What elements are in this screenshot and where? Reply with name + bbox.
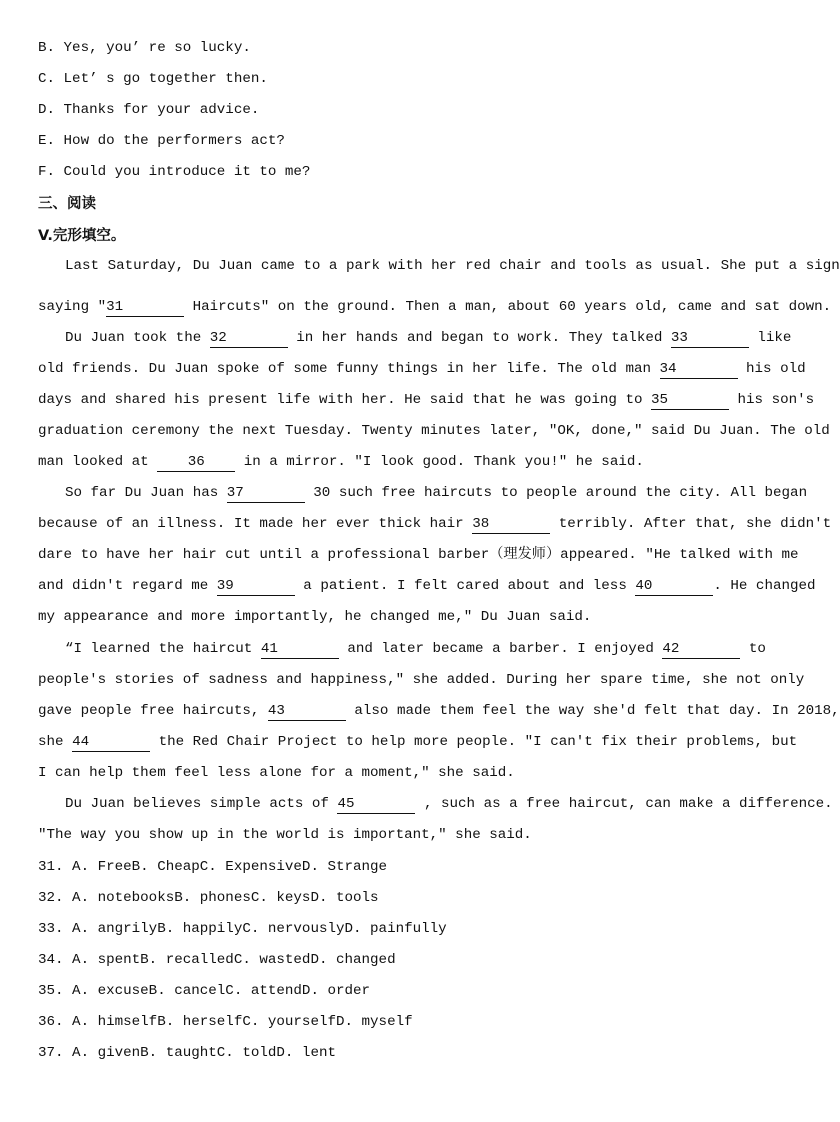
dialogue-option-b: B. Yes, you’ re so lucky. bbox=[38, 40, 251, 56]
blank-31: 31 bbox=[106, 299, 184, 317]
blank-43: 43 bbox=[268, 703, 346, 721]
passage-line: saying "31 Haircuts" on the ground. Then a man, about 60 years old, came and sat down. bbox=[38, 299, 832, 315]
passage-line: “I learned the haircut 41 and later became a barber. I enjoyed 42 to bbox=[65, 641, 766, 657]
question-35: 35. A. excuseB. cancelC. attendD. order bbox=[38, 983, 371, 999]
blank-33: 33 bbox=[671, 330, 749, 348]
blank-39: 39 bbox=[217, 578, 295, 596]
passage-line: gave people free haircuts, 43 also made them feel the way she'd felt that day. In 2018, bbox=[38, 703, 840, 719]
passage-line: man looked at 36 in a mirror. "I look good. Thank you!" he said. bbox=[38, 454, 644, 470]
subsection-heading: V.完形填空。 bbox=[38, 228, 126, 244]
question-33: 33. A. angrilyB. happilyC. nervouslyD. painfully bbox=[38, 921, 447, 937]
passage-line: days and shared his present life with her. He said that he was going to 35 his son's bbox=[38, 392, 815, 408]
question-36: 36. A. himselfB. herselfC. yourselfD. myself bbox=[38, 1014, 413, 1030]
dialogue-option-c: C. Let’ s go together then. bbox=[38, 71, 268, 87]
question-32: 32. A. notebooksB. phonesC. keysD. tools bbox=[38, 890, 379, 906]
passage-line: she 44 the Red Chair Project to help more people. "I can't fix their problems, but bbox=[38, 734, 798, 750]
question-31: 31. A. FreeB. CheapC. ExpensiveD. Strange bbox=[38, 859, 388, 875]
passage-line: dare to have her hair cut until a professional barber（理发师）appeared. "He talked with me bbox=[38, 547, 799, 563]
question-37: 37. A. givenB. taughtC. toldD. lent bbox=[38, 1045, 336, 1061]
blank-34: 34 bbox=[660, 361, 738, 379]
dialogue-option-e: E. How do the performers act? bbox=[38, 133, 285, 149]
blank-40: 40 bbox=[635, 578, 713, 596]
passage-line: old friends. Du Juan spoke of some funny things in her life. The old man 34 his old bbox=[38, 361, 806, 377]
passage-line: Last Saturday, Du Juan came to a park with her red chair and tools as usual. She put a sign bbox=[65, 258, 840, 274]
blank-42: 42 bbox=[662, 641, 740, 659]
blank-35: 35 bbox=[651, 392, 729, 410]
section-heading: 三、阅读 bbox=[38, 196, 96, 212]
blank-37: 37 bbox=[227, 485, 305, 503]
dialogue-option-d: D. Thanks for your advice. bbox=[38, 102, 260, 118]
passage-line: I can help them feel less alone for a moment," she said. bbox=[38, 765, 515, 781]
passage-line: "The way you show up in the world is important," she said. bbox=[38, 827, 532, 843]
passage-line: So far Du Juan has 37 30 such free haircuts to people around the city. All began bbox=[65, 485, 808, 501]
blank-41: 41 bbox=[261, 641, 339, 659]
passage-line: my appearance and more importantly, he changed me," Du Juan said. bbox=[38, 609, 592, 625]
blank-44: 44 bbox=[72, 734, 150, 752]
blank-38: 38 bbox=[472, 516, 550, 534]
blank-32: 32 bbox=[210, 330, 288, 348]
blank-45: 45 bbox=[337, 796, 415, 814]
question-34: 34. A. spentB. recalledC. wastedD. changed bbox=[38, 952, 396, 968]
passage-line: people's stories of sadness and happiness," she added. During her spare time, she not only bbox=[38, 672, 805, 688]
blank-36: 36 bbox=[157, 454, 235, 472]
dialogue-option-f: F. Could you introduce it to me? bbox=[38, 164, 311, 180]
passage-line: Du Juan took the 32 in her hands and began to work. They talked 33 like bbox=[65, 330, 792, 346]
passage-line: and didn't regard me 39 a patient. I felt cared about and less 40 . He changed bbox=[38, 578, 816, 594]
passage-line: Du Juan believes simple acts of 45 , such as a free haircut, can make a difference. bbox=[65, 796, 833, 812]
passage-line: graduation ceremony the next Tuesday. Twenty minutes later, "OK, done," said Du Juan. The old bbox=[38, 423, 830, 439]
passage-line: because of an illness. It made her ever thick hair 38 terribly. After that, she didn't bbox=[38, 516, 832, 532]
